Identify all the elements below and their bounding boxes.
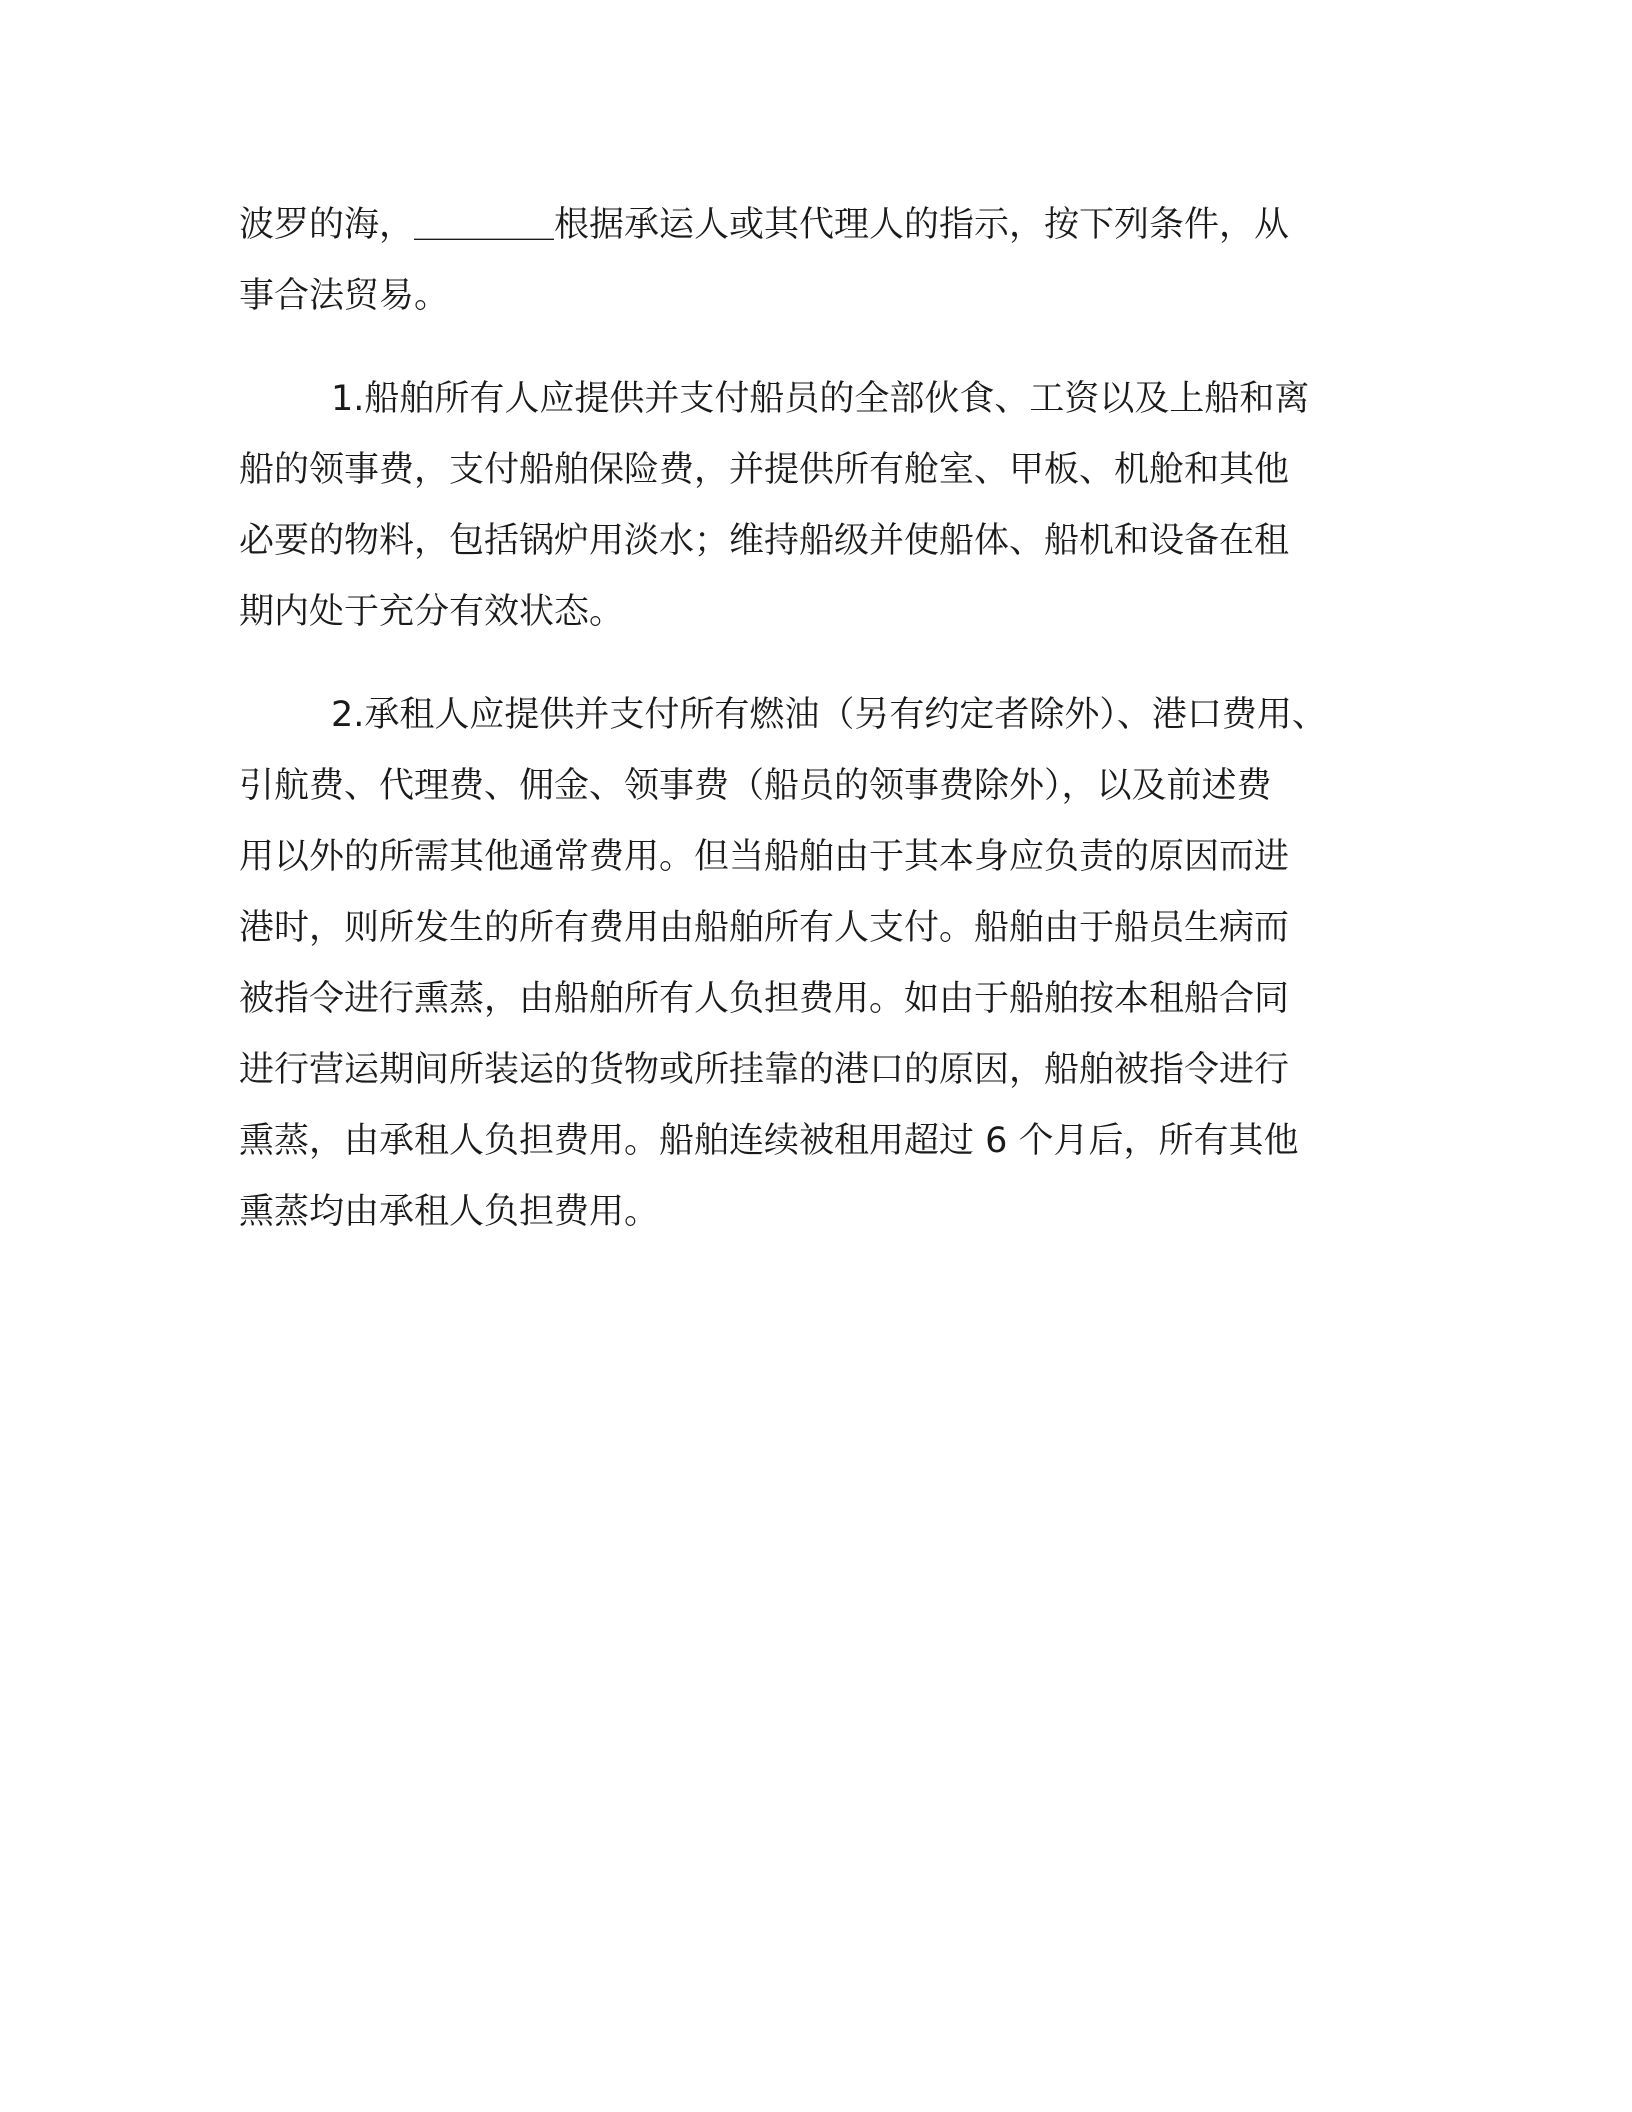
text-line: 1.船舶所有人应提供并支付船员的全部伙食、工资以及上船和离: [331, 379, 1310, 419]
text-line: 进行营运期间所装运的货物或所挂靠的港口的原因，船舶被指令进行: [239, 1050, 1290, 1090]
text-line: 被指令进行熏蒸，由船舶所有人负担费用。如由于船舶按本租船合同: [239, 979, 1290, 1019]
text-line: 用以外的所需其他通常费用。但当船舶由于其本身应负责的原因而进: [239, 837, 1290, 877]
text-line: 熏蒸均由承租人负担费用。: [239, 1192, 660, 1232]
paragraph-clause-1: [239, 364, 1399, 648]
text-line: 事合法贸易。: [239, 276, 450, 316]
document-page: [239, 190, 1399, 1248]
text-line: 波罗的海，＿＿＿＿根据承运人或其代理人的指示，按下列条件，从: [239, 205, 1290, 245]
paragraph-spacer: [239, 332, 1399, 364]
text-line: 2.承租人应提供并支付所有燃油（另有约定者除外）、港口费用、: [331, 695, 1327, 735]
text-line: 必要的物料，包括锅炉用淡水；维持船级并使船体、船机和设备在租: [239, 521, 1290, 561]
text-line: 期内处于充分有效状态。: [239, 592, 625, 632]
paragraph-clause-2: [239, 680, 1399, 1248]
text-line: 引航费、代理费、佣金、领事费（船员的领事费除外），以及前述费: [239, 766, 1272, 806]
text-line: 港时，则所发生的所有费用由船舶所有人支付。船舶由于船员生病而: [239, 908, 1290, 948]
text-line: 熏蒸，由承租人负担费用。船舶连续被租用超过 6 个月后，所有其他: [239, 1121, 1299, 1161]
paragraph-intro: [239, 190, 1399, 332]
text-line: 船的领事费，支付船舶保险费，并提供所有舱室、甲板、机舱和其他: [239, 450, 1290, 490]
paragraph-spacer: [239, 648, 1399, 680]
